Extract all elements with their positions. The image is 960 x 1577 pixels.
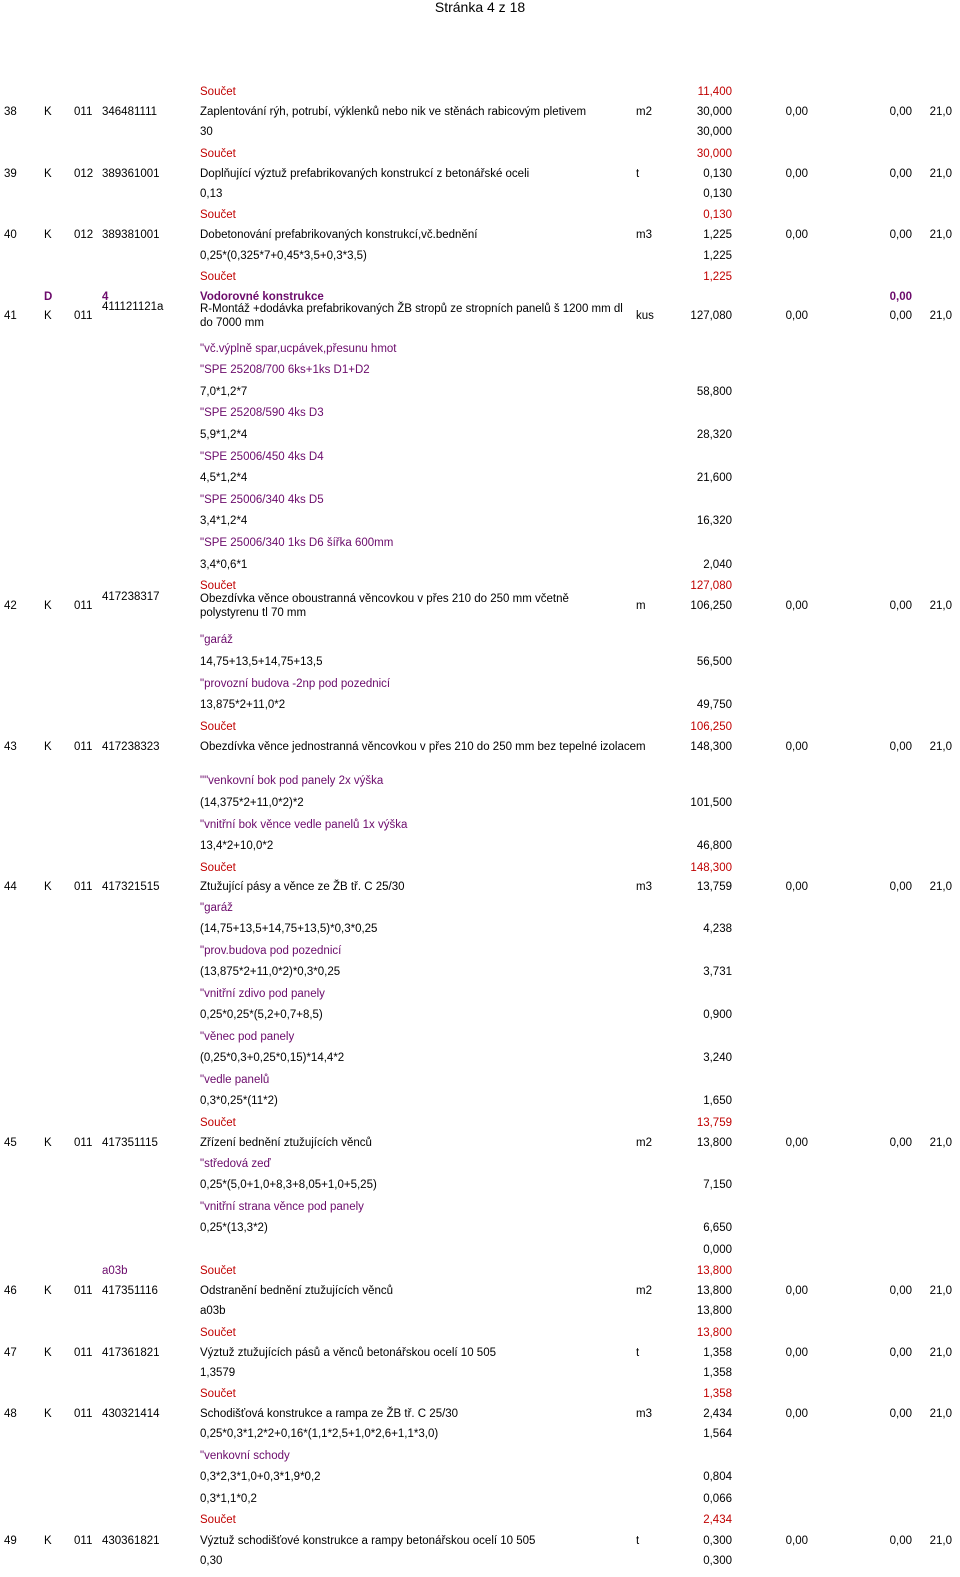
item-total-price: 0,00: [889, 881, 912, 893]
item-total-price: 0,00: [889, 1347, 912, 1359]
sum-quantity: 13,800: [696, 1265, 732, 1277]
sum-label: Součet: [200, 271, 236, 283]
item-description: Obezdívka věnce oboustranná věncovkou v přes 210 do 250 mm včetně polystyrenu tl 70 mm: [200, 593, 569, 619]
item-code: 411121121a: [102, 301, 164, 313]
item-number: 41: [4, 310, 17, 322]
sum-quantity: 13,800: [696, 1327, 732, 1339]
item-unit: m2: [636, 1137, 652, 1149]
item-code: 430321414: [102, 1408, 160, 1420]
calc-quantity: 0,804: [703, 1471, 732, 1483]
calc-formula: 0,25*(0,325*7+0,45*3,5+0,3*3,5): [200, 250, 367, 262]
section-type: D: [44, 291, 53, 303]
item-number: 47: [4, 1347, 17, 1359]
item-unit-price: 0,00: [785, 1347, 808, 1359]
sum-quantity: 0,130: [703, 209, 732, 221]
item-unit: t: [636, 1535, 640, 1547]
calc-quantity: 3,731: [703, 966, 732, 978]
sum-quantity: 11,400: [697, 86, 732, 98]
sum-quantity: 148,300: [690, 862, 732, 874]
calc-formula: 13,4*2+10,0*2: [200, 840, 274, 852]
note-text: "venkovní schody: [200, 1450, 290, 1462]
item-code: 417238323: [102, 741, 160, 753]
sum-label: Součet: [200, 721, 236, 733]
sum-quantity: 106,250: [690, 721, 732, 733]
item-code: 389381001: [102, 229, 160, 241]
item-number: 42: [4, 600, 17, 612]
item-number: 49: [4, 1535, 17, 1547]
item-description: Odstranění bednění ztužujících věnců: [200, 1285, 394, 1297]
item-quantity: 1,358: [703, 1347, 732, 1359]
item-category: 012: [74, 229, 94, 241]
note-text: "SPE 25208/700 6ks+1ks D1+D2: [200, 364, 370, 376]
calc-formula: 0,25*0,25*(5,2+0,7+8,5): [200, 1009, 323, 1021]
item-type: K: [44, 600, 52, 612]
item-total-price: 0,00: [889, 168, 912, 180]
calc-quantity: 0,000: [703, 1244, 732, 1256]
calc-formula: a03b: [200, 1305, 226, 1317]
sum-quantity: 2,434: [703, 1514, 732, 1526]
calc-quantity: 4,238: [703, 923, 732, 935]
calc-formula: 7,0*1,2*7: [200, 386, 248, 398]
item-vat-rate: 21,0: [929, 229, 952, 241]
section-title: Vodorovné konstrukce: [200, 291, 324, 303]
item-vat-rate: 21,0: [929, 106, 952, 118]
section-total: 0,00: [889, 291, 912, 303]
item-code: 389361001: [102, 168, 160, 180]
item-unit: m3: [636, 881, 652, 893]
item-description: Zřízení bednění ztužujících věnců: [200, 1137, 372, 1149]
calc-formula: 0,30: [200, 1555, 223, 1567]
calc-quantity: 3,240: [703, 1052, 732, 1064]
item-category: 011: [74, 1347, 93, 1359]
item-quantity: 2,434: [703, 1408, 732, 1420]
calc-quantity: 1,650: [703, 1095, 732, 1107]
item-type: K: [44, 1535, 52, 1547]
note-text: "SPE 25006/340 4ks D5: [200, 494, 324, 506]
item-total-price: 0,00: [889, 229, 912, 241]
page-number-header: Stránka 4 z 18: [434, 0, 526, 15]
sum-quantity: 127,080: [690, 580, 732, 592]
note-text: "věnec pod panely: [200, 1031, 295, 1043]
calc-formula: 5,9*1,2*4: [200, 429, 248, 441]
sum-label: Součet: [200, 1327, 236, 1339]
item-quantity: 106,250: [690, 600, 732, 612]
item-total-price: 0,00: [889, 310, 912, 322]
calc-quantity: 7,150: [703, 1179, 732, 1191]
item-code: 430361821: [102, 1535, 160, 1547]
calc-quantity: 13,800: [696, 1305, 732, 1317]
calc-quantity: 6,650: [703, 1222, 732, 1234]
sum-label: Součet: [200, 148, 236, 160]
item-total-price: 0,00: [889, 741, 912, 753]
calc-formula: (14,75+13,5+14,75+13,5)*0,3*0,25: [200, 923, 378, 935]
item-category: 011: [74, 600, 93, 612]
item-vat-rate: 21,0: [929, 600, 952, 612]
sum-quantity: 1,225: [703, 271, 732, 283]
item-type: K: [44, 1285, 52, 1297]
item-category: 011: [74, 1535, 93, 1547]
item-category: 011: [74, 1137, 93, 1149]
calc-quantity: 21,600: [696, 472, 732, 484]
calc-formula: 0,13: [200, 188, 223, 200]
item-vat-rate: 21,0: [929, 741, 952, 753]
item-category: 011: [74, 1408, 93, 1420]
item-type: K: [44, 106, 52, 118]
item-unit-price: 0,00: [785, 741, 808, 753]
item-type: K: [44, 1137, 52, 1149]
item-type: K: [44, 881, 52, 893]
calc-quantity: 0,900: [703, 1009, 732, 1021]
item-unit-price: 0,00: [785, 229, 808, 241]
item-unit-price: 0,00: [785, 1535, 808, 1547]
item-number: 48: [4, 1408, 17, 1420]
sum-label: Součet: [200, 1388, 236, 1400]
calc-quantity: 2,040: [703, 559, 732, 571]
sum-label: Součet: [200, 209, 236, 221]
item-total-price: 0,00: [889, 1535, 912, 1547]
item-description: R-Montáž +dodávka prefabrikovaných ŽB stropů ze stropních panelů š 1200 mm dl do 7000 mm: [200, 303, 623, 329]
calc-quantity: 1,358: [703, 1367, 732, 1379]
section-number: 4: [102, 291, 109, 303]
calc-formula: 1,3579: [200, 1367, 236, 1379]
item-quantity: 13,759: [696, 881, 732, 893]
item-total-price: 0,00: [889, 1408, 912, 1420]
note-text: "provozní budova -2np pod pozednicí: [200, 678, 391, 690]
calc-quantity: 49,750: [696, 699, 732, 711]
item-number: 44: [4, 881, 17, 893]
calc-formula: 0,25*(5,0+1,0+8,3+8,05+1,0+5,25): [200, 1179, 377, 1191]
item-code: 417321515: [102, 881, 160, 893]
sum-quantity: 13,759: [696, 1117, 732, 1129]
item-unit: kus: [636, 310, 654, 322]
item-unit: m3: [636, 229, 652, 241]
item-vat-rate: 21,0: [929, 1137, 952, 1149]
item-code: 417238317: [102, 591, 160, 603]
calc-quantity: 58,800: [696, 386, 732, 398]
calc-quantity: 56,500: [696, 656, 732, 668]
calc-formula: (14,375*2+11,0*2)*2: [200, 797, 304, 809]
note-text: "vnitřní zdivo pod panely: [200, 988, 325, 1000]
calc-quantity: 0,066: [703, 1493, 732, 1505]
item-vat-rate: 21,0: [929, 310, 952, 322]
note-text: "garáž: [200, 634, 233, 646]
sum-label: Součet: [200, 580, 236, 592]
item-description: Výztuž ztužujících pásů a věnců betonářskou ocelí 10 505: [200, 1347, 496, 1359]
calc-formula: 30: [200, 126, 213, 138]
calc-formula: 4,5*1,2*4: [200, 472, 248, 484]
item-vat-rate: 21,0: [929, 1347, 952, 1359]
calc-quantity: 28,320: [696, 429, 732, 441]
sum-label: Součet: [200, 1117, 236, 1129]
calc-formula: 0,3*2,3*1,0+0,3*1,9*0,2: [200, 1471, 321, 1483]
note-text: "vč.výplně spar,ucpávek,přesunu hmot: [200, 343, 397, 355]
item-unit: m2: [636, 1285, 652, 1297]
calc-quantity: 101,500: [690, 797, 732, 809]
item-quantity: 30,000: [696, 106, 732, 118]
item-category: 011: [74, 741, 93, 753]
item-category: 011: [74, 310, 93, 322]
item-unit-price: 0,00: [785, 310, 808, 322]
note-text: "středová zeď: [200, 1158, 271, 1170]
calc-formula: 3,4*0,6*1: [200, 559, 248, 571]
item-quantity: 1,225: [703, 229, 732, 241]
item-type: K: [44, 741, 52, 753]
item-unit: m: [636, 741, 646, 753]
item-quantity: 148,300: [690, 741, 732, 753]
calc-quantity: 1,225: [703, 250, 732, 262]
sum-quantity: 1,358: [703, 1388, 732, 1400]
item-unit: m: [636, 600, 646, 612]
item-unit-price: 0,00: [785, 881, 808, 893]
sum-quantity: 30,000: [696, 148, 732, 160]
item-description: Schodišťová konstrukce a rampa ze ŽB tř. C 25/30: [200, 1408, 459, 1420]
note-text: "SPE 25006/340 1ks D6 šířka 600mm: [200, 537, 394, 549]
calc-quantity: 0,130: [703, 188, 732, 200]
sum-label: Součet: [200, 86, 236, 98]
item-description: Dobetonování prefabrikovaných konstrukcí,vč.bednění: [200, 229, 478, 241]
note-text: ""venkovní bok pod panely 2x výška: [200, 775, 384, 787]
item-total-price: 0,00: [889, 1285, 912, 1297]
calc-formula: (0,25*0,3+0,25*0,15)*14,4*2: [200, 1052, 345, 1064]
note-text: "vnitřní strana věnce pod panely: [200, 1201, 364, 1213]
item-vat-rate: 21,0: [929, 881, 952, 893]
calc-formula: 0,25*0,3*1,2*2+0,16*(1,1*2,5+1,0*2,6+1,1*3,0): [200, 1428, 439, 1440]
calc-formula: 14,75+13,5+14,75+13,5: [200, 656, 323, 668]
item-unit-price: 0,00: [785, 1137, 808, 1149]
item-code: 417361821: [102, 1347, 160, 1359]
calc-formula: 0,3*0,25*(11*2): [200, 1095, 278, 1107]
item-unit-price: 0,00: [785, 1408, 808, 1420]
item-number: 45: [4, 1137, 17, 1149]
calc-formula: 0,3*1,1*0,2: [200, 1493, 257, 1505]
item-code: 417351115: [102, 1137, 158, 1149]
item-description: Výztuž schodišťové konstrukce a rampy betonářskou ocelí 10 505: [200, 1535, 536, 1547]
item-unit: t: [636, 168, 640, 180]
item-category: 012: [74, 168, 94, 180]
calc-quantity: 1,564: [703, 1428, 732, 1440]
item-unit-price: 0,00: [785, 600, 808, 612]
item-vat-rate: 21,0: [929, 1535, 952, 1547]
item-unit: m2: [636, 106, 652, 118]
sum-label: Součet: [200, 1265, 236, 1277]
item-description: Ztužující pásy a věnce ze ŽB tř. C 25/30: [200, 881, 405, 893]
item-type: K: [44, 1347, 52, 1359]
item-type: K: [44, 1408, 52, 1420]
sum-label: Součet: [200, 862, 236, 874]
note-text: "vedle panelů: [200, 1074, 270, 1086]
item-description: Doplňující výztuž prefabrikovaných konstrukcí z betonářské oceli: [200, 168, 530, 180]
calc-formula: (13,875*2+11,0*2)*0,3*0,25: [200, 966, 341, 978]
note-text: "SPE 25006/450 4ks D4: [200, 451, 324, 463]
sum-label: Součet: [200, 1514, 236, 1526]
item-category: 011: [74, 1285, 93, 1297]
item-code: 346481111: [102, 106, 158, 118]
item-type: K: [44, 310, 52, 322]
sum-code: a03b: [102, 1265, 128, 1277]
item-quantity: 0,130: [703, 168, 732, 180]
item-code: 417351116: [102, 1285, 158, 1297]
calc-quantity: 46,800: [696, 840, 732, 852]
item-unit: t: [636, 1347, 640, 1359]
item-vat-rate: 21,0: [929, 1285, 952, 1297]
calc-quantity: 16,320: [696, 515, 732, 527]
calc-quantity: 0,300: [703, 1555, 732, 1567]
item-description: Zaplentování rýh, potrubí, výklenků nebo nik ve stěnách rabicovým pletivem: [200, 106, 587, 118]
item-vat-rate: 21,0: [929, 168, 952, 180]
item-quantity: 127,080: [690, 310, 732, 322]
item-unit: m3: [636, 1408, 652, 1420]
item-unit-price: 0,00: [785, 168, 808, 180]
item-number: 38: [4, 106, 17, 118]
item-unit-price: 0,00: [785, 1285, 808, 1297]
item-total-price: 0,00: [889, 600, 912, 612]
item-number: 40: [4, 229, 17, 241]
item-vat-rate: 21,0: [929, 1408, 952, 1420]
item-quantity: 0,300: [703, 1535, 732, 1547]
calc-formula: 0,25*(13,3*2): [200, 1222, 268, 1234]
calc-quantity: 30,000: [696, 126, 732, 138]
item-category: 011: [74, 881, 93, 893]
item-total-price: 0,00: [889, 1137, 912, 1149]
item-unit-price: 0,00: [785, 106, 808, 118]
item-number: 46: [4, 1285, 17, 1297]
note-text: "garáž: [200, 902, 233, 914]
item-quantity: 13,800: [696, 1137, 732, 1149]
item-type: K: [44, 229, 52, 241]
note-text: "SPE 25208/590 4ks D3: [200, 407, 324, 419]
calc-formula: 3,4*1,2*4: [200, 515, 248, 527]
item-number: 39: [4, 168, 17, 180]
item-total-price: 0,00: [889, 106, 912, 118]
calc-formula: 13,875*2+11,0*2: [200, 699, 286, 711]
item-description: Obezdívka věnce jednostranná věncovkou v přes 210 do 250 mm bez tepelné izolace: [200, 741, 636, 753]
item-type: K: [44, 168, 52, 180]
note-text: "vnitřní bok věnce vedle panelů 1x výška: [200, 819, 408, 831]
item-category: 011: [74, 106, 93, 118]
item-number: 43: [4, 741, 17, 753]
item-quantity: 13,800: [696, 1285, 732, 1297]
note-text: "prov.budova pod pozednicí: [200, 945, 342, 957]
